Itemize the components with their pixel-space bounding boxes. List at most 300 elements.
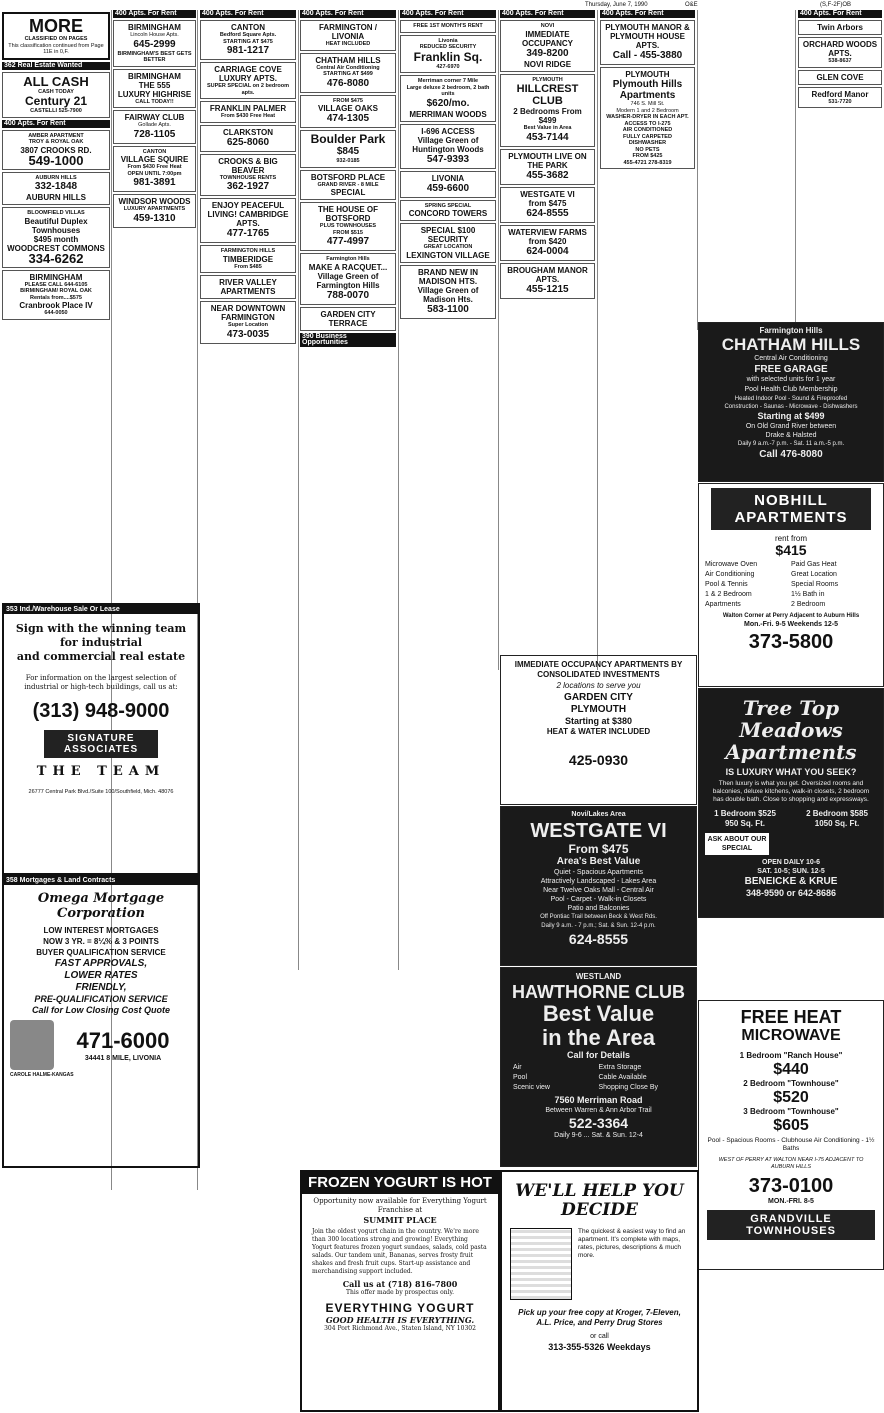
immediate-title: IMMEDIATE OCCUPANCY APARTMENTS BY CONSOLIDATED INVESTMENTS [514,660,683,679]
chatham-banner-l10: Daily 9 a.m.-7 p.m. - Sat. 11 a.m.-5 p.m. [737,441,845,447]
boulder-park-ad [300,130,396,168]
windsor-title: WINDSOR WOODS [118,197,191,206]
woodcrest-title: WOODCREST COMMONS [7,243,105,253]
section-head-apts: 400 Apts. For Rent [400,10,496,18]
woodcrest-phone: 334-6262 [28,250,84,266]
house-phone: 477-4997 [326,236,370,247]
treetop-sat: SAT. 10-5; SUN. 12-5 [757,868,825,875]
vg-farm-phone: 788-0070 [326,289,370,301]
immediate-gc: GARDEN CITY [564,692,633,703]
brougham-ad [500,263,595,299]
hawthorne-f6: Shopping Close By [598,1084,659,1091]
windsor-ad [113,194,196,228]
immediate-heat: HEAT & WATER INCLUDED [546,727,651,736]
westgate-big-phone: 624-8555 [568,931,629,947]
column-2 [113,10,196,610]
immediate-start: Starting at $380 [564,716,633,726]
signature-addr: 26777 Central Park Blvd./Suite 100/Southfield, Mich. 48076 [28,789,174,795]
twin-arbors-ad [798,20,882,35]
timberidge-ad [200,245,296,273]
novi-ridge-ad [500,20,595,72]
river-valley-title: RIVER VALLEY APARTMENTS [219,278,277,296]
ph-carpet: FULLY CARPETED [623,133,672,140]
hawthorne-hours: Daily 9-6 ... Sat. & Sun. 12-4 [554,1132,643,1139]
cambridge-title: ENJOY PEACEFUL LIVING! CAMBRIDGE APTS. [207,201,289,228]
brand-new: BRAND NEW IN MADISON HTS. [418,267,478,286]
botsford-title: BOTSFORD PLACE [310,172,386,182]
hawthorne-name: HAWTHORNE CLUB [512,982,685,1002]
signature-logo: SIGNATURE ASSOCIATES [44,730,158,758]
spring-special: SPRING SPECIAL [424,202,472,209]
omega-contact [54,1028,192,1063]
westgate-big-l7: Daily 9 a.m. - 7 p.m.; Sat. & Sun. 12-4 p.m. [541,923,656,929]
westgate-big-ad [500,806,697,966]
omega-l4: FAST APPROVALS, [54,958,148,969]
yogurt-call: Call us at (718) 816-7800 [342,1279,458,1289]
botsford-ad [300,170,396,201]
ph-nopets: NO PETS [635,146,660,153]
ph-from: FROM $425 [632,153,663,159]
boulder-price: $845 [336,146,360,157]
section-head-apts: 400 Apts. For Rent [300,10,396,18]
free-month-ad [400,20,496,33]
more-title: MORE [29,16,83,36]
ph-addr: 746 S. Mill St. [630,101,665,107]
birm-head: BIRMINGHAM [128,23,181,32]
wehelp-mid [502,1220,697,1300]
amber-addr: 3807 CROOKS RD. [20,145,92,155]
omega-person: CAROLE HALME-KANGAS [10,1072,74,1078]
open-until: OPEN UNTIL 7:00pm [127,170,182,177]
yogurt-note: This offer made by prospectus only. [346,1289,454,1296]
omega-bottom [4,1020,198,1070]
hawthorne-f1: Air [513,1064,522,1071]
great-location: GREAT LOCATION [423,244,473,250]
merriman-ad [400,75,496,122]
birm-555: BIRMINGHAM [128,71,181,81]
heat-included: HEAT INCLUDED [325,41,371,47]
grandville-b2: 2 Bedroom "Townhouse" [743,1079,839,1088]
westgate-big-name: WESTGATE VI [530,820,667,842]
hawthorne-features [501,1061,696,1095]
omega-name: Omega Mortgage Corporation [37,891,165,921]
section-head-apts: 400 Apts. For Rent [798,10,882,18]
redford-phone: 531-7720 [828,98,852,105]
hill-price: 2 Bedrooms From $499 [513,107,582,125]
novi-label: NOVI [540,23,555,29]
page-header [0,0,884,10]
windsor-sub: LUXURY APARTMENTS [123,206,186,212]
ph-washer: WASHER-DRYER IN EACH APT. [606,114,689,120]
section-head-apts: 400 Apts. For Rent [600,10,695,18]
wehelp-pick: Pick up your free copy at Kroger, 7-Eleven, A.L. Price, and Perry Drug Stores [518,1308,681,1327]
ph-phone: 455-4721 278-8319 [623,159,672,166]
yogurt-logo: EVERYTHING YOGURT [325,1301,475,1315]
column-4 [300,10,396,960]
magazine-icon [510,1228,572,1300]
fairway-phone: 728-1105 [133,128,176,140]
nobhill-f6: Special Rooms [791,581,839,588]
hawthorne-f3: Pool [513,1074,528,1081]
header-edition: O&E [685,2,698,8]
immediate-ply: PLYMOUTH [570,704,627,715]
signature-l1: Sign with the winning team [15,622,187,635]
hawthorne-in: in the Area [542,1025,655,1050]
house-botsford-ad [300,202,396,251]
omega-l2: NOW 3 YR. = 8¼% & 3 POINTS [43,937,159,946]
bedford-price: STARTING AT $475 [223,38,273,45]
wehelp-title: WE'LL HELP YOU DECIDE [515,1181,684,1220]
boulder-title: Boulder Park [310,132,386,146]
nobhill-f10: 2 Bedroom [791,601,826,608]
lincoln-house-ad [113,20,196,67]
section-head-business: 390 Business Opportunities [300,333,396,347]
franklin-palmer-ad [200,101,296,123]
birmingham-ad [2,270,110,320]
treetop-b1sq: 950 Sq. Ft. [724,819,765,828]
clarkston-ad [200,125,296,152]
free-month: FREE 1ST MONTH'S RENT [413,23,483,29]
wehelp-body: The quickest & easiest way to find an apartment. It's complete with maps, rates, pictures, descriptions & much more. [578,1228,686,1259]
nobhill-f8: 1½ Bath in [791,591,825,598]
racquet-title: MAKE A RACQUET... [308,262,388,272]
livonia-ad [400,171,496,198]
merriman-rent: $620/mo. [426,97,470,109]
omega-l5: LOWER RATES [64,970,138,981]
near-downtown-ad [200,301,296,344]
treetop-open: OPEN DAILY 10-6 [762,859,820,866]
bedford-ad [200,20,296,60]
section-head-apts: 400 Apts. For Rent [2,120,110,128]
cambridge-ad [200,198,296,243]
clarkston-title: CLARKSTON [222,127,274,137]
merriman-woods: MERRIMAN WOODS [409,109,487,119]
cambridge-phone: 477-1765 [226,228,270,239]
grandville-hours: MON.-FRI. 8-5 [768,1198,814,1205]
yogurt-title: FROZEN YOGURT IS HOT [302,1172,498,1194]
westgate-small-ad [500,187,595,223]
amber-loc: TROY & ROYAL OAK [28,139,84,145]
auburn-title: AUBURN HILLS [35,174,77,181]
livonia-phone: 459-6600 [426,182,470,194]
section-head-apts: 400 Apts. For Rent [200,10,296,18]
orchard-ad [798,37,882,68]
waterview-price: from $420 [528,236,567,246]
grandville-p2: $520 [773,1089,809,1106]
garden-city-terrace-ad [300,307,396,331]
birmingham-title: BIRMINGHAM [29,272,83,282]
signature-l3: and commercial real estate [16,650,186,663]
omega-addr: 34441 8 MILE, LIVONIA [84,1054,162,1062]
westgate-big-l5: Patio and Balconies [567,905,630,912]
botsford-sub: GRAND RIVER - 8 MILE [317,181,379,188]
signature-phone: (313) 948-9000 [32,700,170,722]
grandville-loc: WEST OF PERRY AT WALTON NEAR I-75 ADJACENT TO AUBURN HILLS [718,1157,864,1170]
racquet-loc: Farmington Hills [326,256,370,262]
birm-phone: 645-2999 [133,38,176,50]
yogurt-ad [300,1170,500,1412]
westgate-big-l3: Near Twelve Oaks Mall - Central Air [543,887,654,894]
call-today: CALL TODAY!! [135,98,174,105]
column-1 [2,10,110,610]
immediate-sub: 2 locations to serve you [556,681,641,690]
section-head-mort: 358 Mortgages & Land Contracts [4,876,198,885]
novi-ridge-title: NOVI RIDGE [523,59,572,69]
plymouth-manor-ad [600,20,695,65]
redford-title: Redford Manor [811,89,869,99]
chatham-banner-l9: Drake & Halsted [765,432,817,439]
vg-hunt-phone: 547-9393 [426,153,470,165]
huntington-ad [400,124,496,169]
fairway-sub: Gollade Apts. [138,122,171,128]
farm-livonia-title: FARMINGTON / LIVONIA [318,23,378,41]
novi-immediate: IMMEDIATE OCCUPANCY [522,29,573,48]
super-location: Super Location [227,322,269,328]
grandville-name: GRANDVILLE TOWNHOUSES [707,1210,875,1240]
plymouth-hills-ad [600,67,695,169]
bedford-title: Bedford Square Apts. [219,32,277,38]
nobhill-f4: Great Location [791,571,837,578]
crooks-title: CROOKS & BIG BEAVER [218,156,278,175]
bedford-phone: 981-1217 [226,45,270,56]
bloomfield-title: BLOOMFIELD VILLAS [27,210,85,216]
omega-l7: PRE-QUALIFICATION SERVICE [34,994,168,1004]
hawthorne-phone: 522-3364 [568,1115,629,1131]
treetop-ad [698,688,884,918]
bedford-canton: CANTON [230,23,266,32]
franklin-price: From $430 Free Heat [220,113,276,119]
hawthorne-f4: Cable Available [598,1074,647,1081]
westgate-small-price: from $475 [528,198,567,208]
castelli-line: CASTELLI 525-7900 [30,108,82,114]
orchard-title: ORCHARD WOODS APTS. [802,40,878,58]
person-photo [10,1020,54,1070]
nobhill-f9: Apartments [705,601,741,608]
chatham-banner-l11: Call 476-8080 [759,449,823,460]
yogurt-addr: 304 Port Richmond Ave., Staten Island, NY 10302 [324,1325,476,1332]
hill-phone: 453-7144 [526,131,569,143]
botsford-special: SPECIAL [330,188,366,197]
wehelp-ad [500,1170,699,1412]
westgate-big-l1: Quiet - Spacious Apartments [553,869,644,876]
yogurt-loc: SUMMIT PLACE [363,1215,437,1225]
signature-ad [2,603,200,875]
garden-title: GARDEN CITY TERRACE [320,309,376,328]
signature-team: THE TEAM [36,764,166,779]
westgate-big-from: From $475 [568,842,629,856]
grandville-b3: 3 Bedroom "Townhouse" [743,1107,839,1116]
lexington-ad [400,223,496,263]
column-5 [400,10,496,960]
nobhill-phone: 373-5800 [748,631,834,653]
grandville-ad [698,1000,884,1270]
chatham-small-price: STARTING AT $499 [323,71,373,77]
treetop-question: IS LUXURY WHAT YOU SEEK? [725,767,857,777]
westgate-small-title: WESTGATE VI [520,189,575,199]
hill-best: Best Value in Area [523,125,572,131]
please-call: PLEASE CALL 644-6105 [24,281,88,288]
yogurt-body: Join the oldest yogurt chain in the country. We're more than 300 locations strong and growing! Everything Yogurt features frozen yogurt sundaes, salads, cold pasta salads. Our tandem unit, Bananas, serves frosty fruit shakes and fresh fruit cups. Start-up assistance and merchandising support included. [312,1228,487,1275]
westgate-big-l2: Attractively Landscaped - Lakes Area [540,878,657,885]
vg-hunt-title: Village Green of Huntington Woods [412,135,484,154]
hawthorne-f5: Scenic view [513,1084,550,1091]
treetop-mgr: BENEICKE & KRUE [744,876,838,887]
bloomfield-ad [2,207,110,268]
treetop-ask: ASK ABOUT OUR SPECIAL [705,833,769,855]
fairway-ad [113,110,196,144]
column-divider [298,10,299,970]
immediate-ad [500,655,697,805]
hawthorne-call: Call for Details [566,1050,631,1060]
yogurt-tag: GOOD HEALTH IS EVERYTHING. [325,1315,475,1325]
hamptons-phone: 362-1927 [226,181,270,192]
vg-farm-title: Village Green of Farmington Hills [316,271,380,290]
header-page: (S,F-2F)OB [820,2,851,8]
beautiful-duplex: Beautiful Duplex Townhouses [24,216,88,235]
nobhill-f1: Microwave Oven [705,561,758,568]
hill-title: HILLCREST CLUB [516,83,579,107]
section-head-real-estate: 362 Real Estate Wanted [2,62,110,70]
concord-title: CONCORD TOWERS [408,209,488,218]
i696-access: I-696 ACCESS [421,126,475,136]
treetop-prices [699,809,883,829]
chatham-banner-l6: Construction - Saunas - Microwave - Dishwashers [724,404,858,410]
ph-sub: Modern 1 and 2 Bedroom [616,107,679,114]
hamptons-title: TOWNHOUSE RENTS [219,174,277,181]
grandville-p3: $605 [773,1117,809,1134]
signature-l4: For information on the largest selection of industrial or high-tech buildings, call us at: [24,674,178,691]
canton-label: CANTON [142,148,167,155]
farm-livonia-ad [300,20,396,51]
nobhill-f7: 1 & 2 Bedroom [705,591,752,598]
omega-l6: FRIENDLY, [75,982,127,993]
pm-phone: Call - 455-3880 [612,50,683,61]
ph-title: Plymouth Hills Apartments [612,79,683,101]
century-21-logo: Century 21 [24,94,88,108]
westgate-big-l6: Off Pontiac Trail between Beck & West Rds. [540,914,657,920]
hawthorne-top: WESTLAND [575,972,622,981]
chatham-banner-l1: Central Air Conditioning [754,355,828,362]
cranbrook-phone: 644-0050 [44,310,68,316]
cranbrook-title: Cranbrook Place IV [19,301,93,310]
column-divider [597,10,598,670]
nobhill-f2: Paid Gas Heat [791,561,837,568]
yogurt-sub: Opportunity now available for Everything Yogurt Franchise at [313,1197,487,1214]
boulder-phone: 932-0185 [336,158,360,164]
chatham-banner [698,322,884,482]
auburn-title-2: AUBURN HILLS [26,193,86,202]
nobhill-ad [698,483,884,687]
house-title: THE HOUSE OF BOTSFORD [317,205,378,223]
hawthorne-f2: Extra Storage [598,1064,642,1071]
livonia-title: LIVONIA [431,173,465,183]
chatham-banner-l7: Starting at $499 [757,411,825,421]
more-sub: CLASSIFIED ON PAGES [24,36,88,42]
wehelp-or: or call [590,1333,609,1340]
westgate-big-l4: Pool - Carpet - Walk-in Closets [550,896,647,903]
cash-today: CASH TODAY [38,88,74,95]
merriman-large: Large deluxe 2 bedroom, 2 bath units [406,84,490,97]
glen-title: GLEN COVE [816,72,864,82]
all-cash-title: ALL CASH [23,73,89,89]
grandville-micro: MICROWAVE [741,1027,841,1044]
timber-price: From $485 [234,263,262,270]
vsquire-price: From $430 Free Heat [127,164,182,170]
river-valley-ad [200,275,296,299]
treetop-name: Tree Top Meadows Apartments [725,696,857,764]
nobhill-price: $415 [775,542,807,558]
village-oaks-ad [300,95,396,129]
auburn-ad [2,172,110,206]
chatham-banner-name: CHATHAM HILLS [721,335,861,354]
chatham-banner-l2: FREE GARAGE [754,364,828,375]
woodcrest-price: $495 month [33,234,79,244]
near-downtown-phone: 473-0035 [226,328,270,340]
carriage-cove-ad [200,62,296,99]
windsor-phone: 459-1310 [133,212,176,224]
column-8 [798,10,882,330]
merriman-corner: Merriman corner 7 Mile [417,78,479,84]
column-divider [398,10,399,970]
nobhill-rent: rent from [774,534,807,543]
column-7 [600,10,695,330]
franklin-livonia: Livonia [438,37,458,44]
nobhill-hours: Mon.-Fri. 9-5 Weekends 12-5 [743,621,838,628]
super-special: SUPER SPECIAL on 2 bedroom apts. [206,83,290,96]
redford-ad [798,87,882,109]
chatham-small-title: CHATHAM HILLS [315,55,381,65]
ccove-title: CARRIAGE COVE LUXURY APTS. [214,65,282,83]
rentals-from: Rentals from....$575 [30,294,82,301]
auburn-phone: 332-1848 [34,181,78,192]
vg-madison: Village Green of Madison Hts. [417,285,479,304]
amber-title: AMBER APARTMENT [28,132,84,139]
fairway-title: FAIRWAY CLUB [124,113,185,122]
village-squire-ad [113,146,196,193]
omega-l3: BUYER QUALIFICATION SERVICE [36,948,166,957]
ply-live-ad [500,149,595,185]
treetop-body: Then luxury is what you get. Oversized rooms and balconies, deluxe kitchens, walk-in closets, 2 bedroom has double bath. Close to shopping and expressways. [712,780,870,803]
wehelp-phone: 313-355-5326 Weekdays [548,1342,651,1352]
column-3 [200,10,296,960]
hawthorne-addr: 7560 Merriman Road [554,1095,643,1105]
header-date: Thursday, June 7, 1990 [585,2,648,8]
lexington-title: LEXINGTON VILLAGE [406,250,490,260]
the-555-ad [113,69,196,109]
grandville-phone: 373-0100 [748,1175,834,1197]
chatham-small-ad [300,53,396,93]
house-sub: PLUS TOWNHOUSES [319,223,377,229]
treetop-phone: 348-9590 or 642-8686 [745,888,837,898]
omega-ad [2,874,200,1168]
franklin-sq-ad [400,35,496,74]
treetop-b2sq: 1050 Sq. Ft. [814,819,860,828]
hawthorne-best: Best Value [542,1001,655,1026]
the-555: THE 555 [138,80,171,90]
section-head-apts: 400 Apts. For Rent [500,10,595,18]
pm-title: PLYMOUTH MANOR & PLYMOUTH HOUSE APTS. [605,23,690,50]
chatham-banner-l8: On Old Grand River between [745,423,837,430]
luxury-highrise: LUXURY HIGHRISE [117,89,192,99]
racquet-ad [300,253,396,305]
village-oaks-title: VILLAGE OAKS [317,104,378,113]
birm-gets-better: BIRMINGHAM'S BEST GETS BETTER [117,50,192,63]
birm-royal-oak: BIRMINGHAM/ ROYAL OAK [20,288,92,294]
orchard-phone: 538-8637 [828,58,852,64]
nobhill-addr: Walton Corner at Perry Adjacent to Auburn Hills [722,613,860,619]
vsquire-title: VILLAGE SQUIRE [120,155,189,164]
nobhill-features [699,558,883,612]
